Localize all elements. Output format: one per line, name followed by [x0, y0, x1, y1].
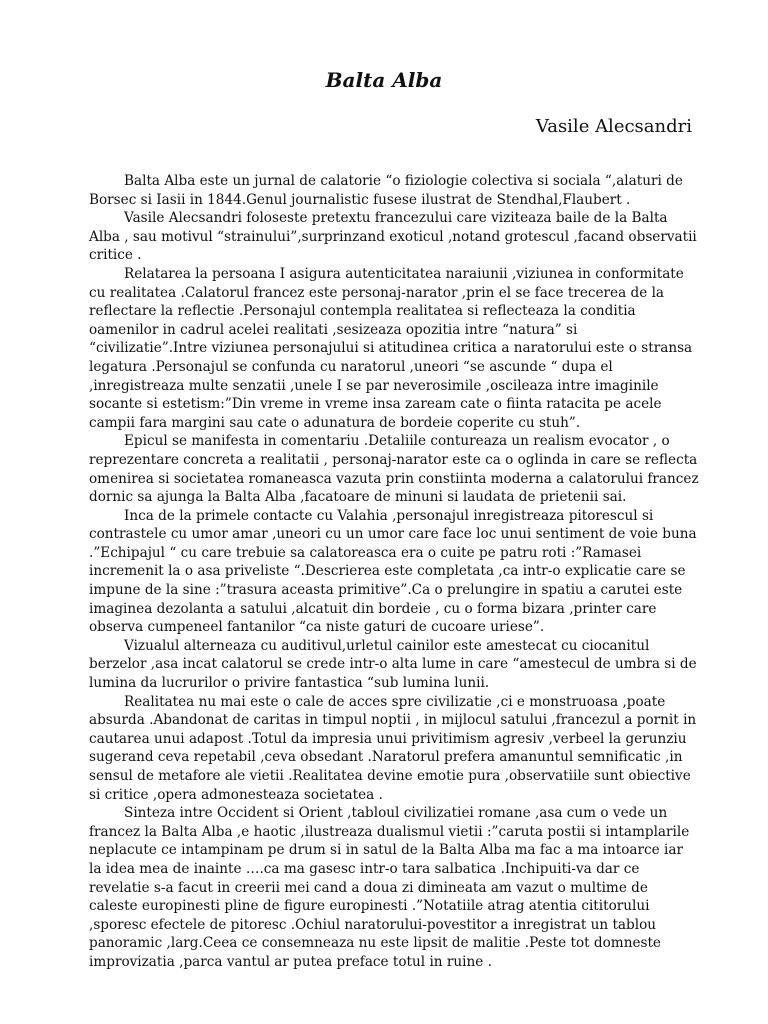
document-title: Balta Alba — [325, 68, 443, 92]
paragraph: Realitatea nu mai este o cale de acces spre civilizatie ,ci e monstruoasa ,poate absurda .Abandonat de caritas in timpul noptii , in mijlocul satului ,francezul a pornit in cautarea unui adapost .Totul da impresia unui privitimism agresiv ,verbeel la gerunziu sugerand ceva repetabil ,ceva obsedant .Naratorul prefera amanuntul semnificatic ,in sensul de metafore ale vietii .Realitatea devine emotie pura ,observatiile sunt obiective si critice ,opera admonesteaza societatea . — [89, 693, 697, 803]
paragraph: Epicul se manifesta in comentariu .Detaliile contureaza un realism evocator , o reprezentare concreta a realitatii , personaj-narator este ca o oglinda in care se reflecta omenirea si societatea romaneasca vazuta prin constiinta moderna a calatorului francez dornic sa ajunga la Balta Alba ,facatoare de minuni si laudata de prietenii sai. — [89, 433, 699, 506]
document-author: Vasile Alecsandri — [535, 116, 692, 137]
paragraph: Vizualul alterneaza cu auditivul,urletul cainilor este amestecat cu ciocanitul berzelor ,asa incat calatorul se crede intr-o alta lume in care “amestecul de umbra si de lumina da lucrurilor o privire fantastica “sub lumina lunii. — [89, 637, 697, 692]
paragraph: Sinteza intre Occident si Orient ,tabloul civilizatiei romane ,asa cum o vede un francez la Balta Alba ,e haotic ,ilustreaza dualismul vietii :”caruta postii si intamplarile neplacute ce intampinam pe drum si in satul de la Balta Alba ma fac a ma intoarce iar la idea mea de inainte ….ca ma gasesc intr-o tara salbatica .Inchipuiti-va dar ce revelatie s-a facut in creerii mei cand a doua zi dimineata am vazut o multime de caleste europinesti pline de figure europinesti .”Notatiile atrag atentia cititorului ,sporesc efectele de pitoresc .Ochiul naratorului-povestitor a inregistrat un tablou panoramic ,larg.Ceea ce consemneaza nu este lipsit de malitie .Peste tot domneste improvizatia ,parca vantul ar putea preface totul in ruine . — [89, 805, 690, 970]
paragraph: Vasile Alecsandri foloseste pretextu francezului care viziteaza baile de la Balta Alba , sau motivul “strainului”,surprinzand exoticul ,notand grotescul ,facand observatii critice . — [89, 210, 697, 264]
document-body — [89, 172, 699, 972]
paragraph: Relatarea la persoana I asigura autenticitatea naraiunii ,viziunea in conformitate cu realitatea .Calatorul francez este personaj-narator ,prin el se face trecerea de la reflectare la reflectie .Personajul contempla realitatea si reflecteaza la conditia oamenilor in cadrul acelei realitati ,sesizeaza opozitia intre “natura” si “civilizatie”.Intre viziunea personajului si atitudinea critica a naratorului este o stransa legatura .Personajul se confunda cu naratorul ,uneori “se ascunde “ dupa el ,inregistreaza multe senzatii ,unele I se par neverosimile ,oscileaza intre imaginile socante si estetism:”Din vreme in vreme insa zaream cate o fiinta ratacita pe acele campii fara margini sau cate o adunatura de bordeie coperite cu stuh”. — [89, 265, 693, 431]
paragraph: Inca de la primele contacte cu Valahia ,personajul inregistreaza pitorescul si contrastele cu umor amar ,uneori cu un umor care face loc unui sentiment de voie buna .”Echipajul “ cu care trebuie sa calatoreasca era o cuite pe patru roti :”Ramasei incremenit la o asa priveliste “.Descrierea este completata ,ca intr-o explicatie care se impune de la sine :”trasura aceasta primitive”.Ca o prelungire in spatiu a carutei este imaginea dezolanta a satului ,alcatuit din bordeie , cu o forma bizara ,printer care observa cumpeneel fantanilor “ca niste gaturi de cucoare uriese”. — [89, 507, 697, 636]
paragraph: Balta Alba este un jurnal de calatorie “o fiziologie colectiva si sociala “,alaturi de Borsec si Iasii in 1844.Genul journalistic fusese ilustrat de Stendhal,Flaubert . — [89, 173, 683, 208]
